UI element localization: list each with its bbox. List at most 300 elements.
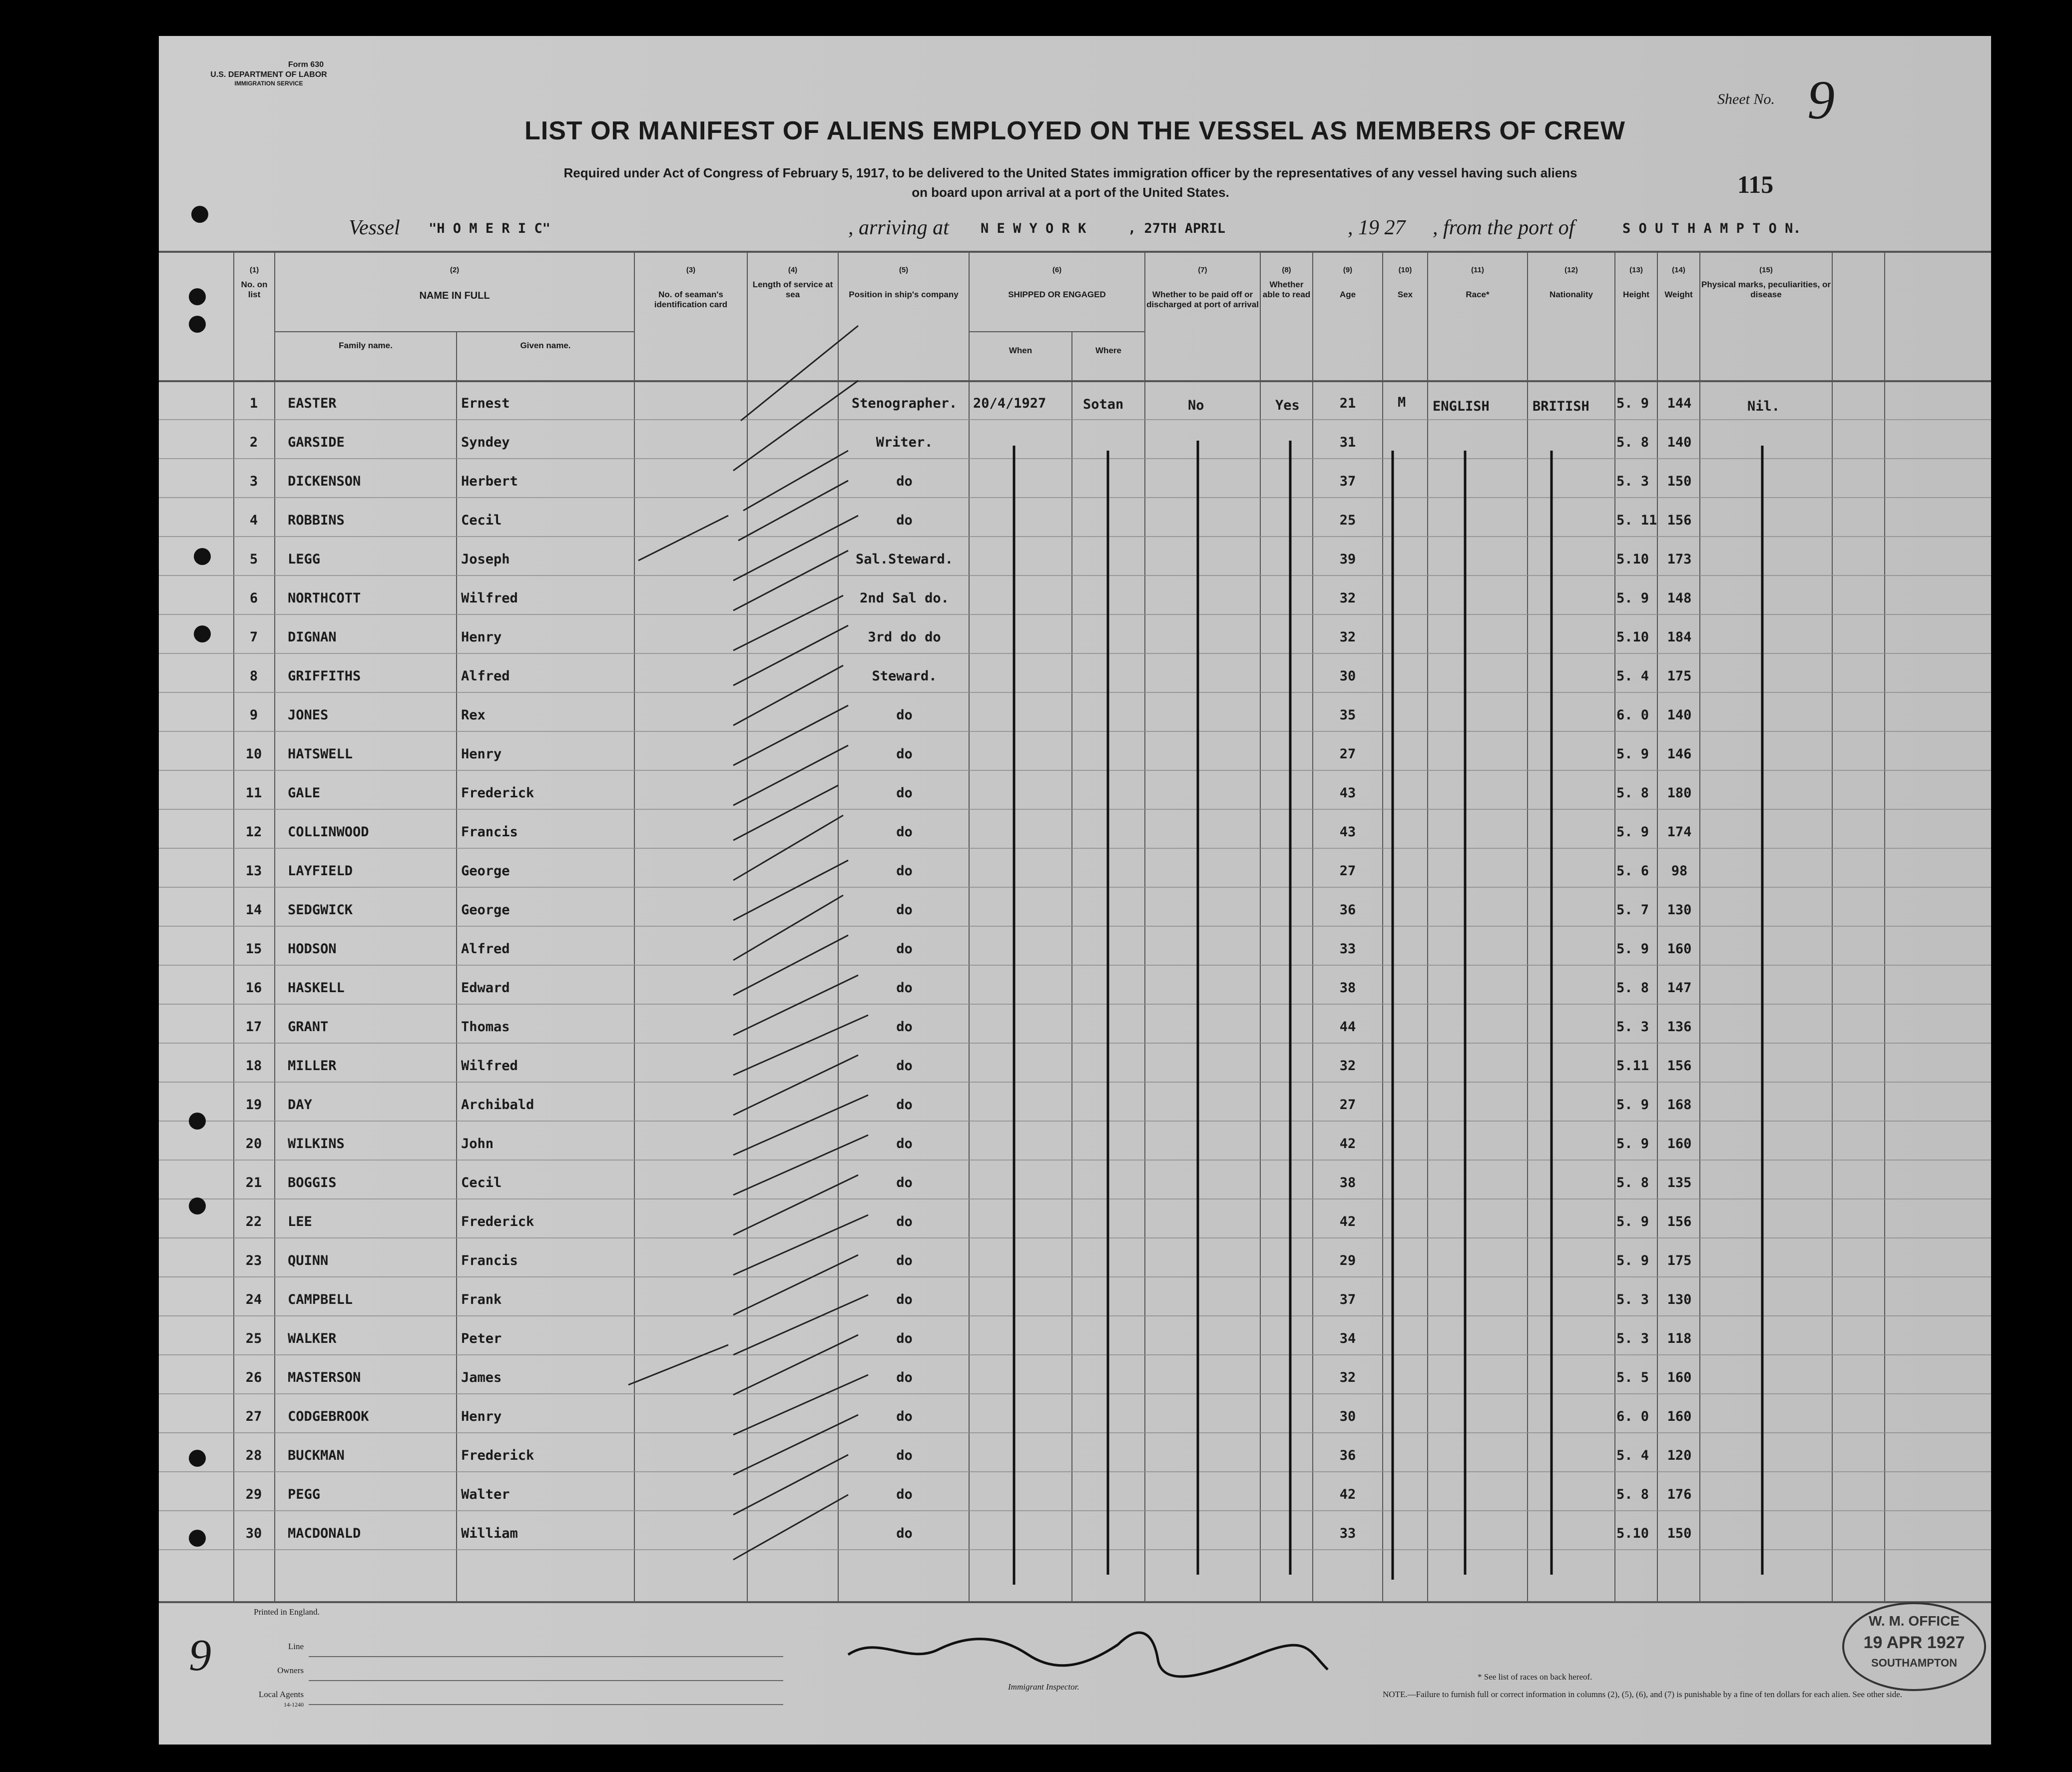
punch-hole bbox=[189, 1197, 206, 1214]
row-weight: 175 bbox=[1667, 668, 1692, 684]
row1-nationality: BRITISH bbox=[1533, 399, 1589, 414]
row-weight: 130 bbox=[1667, 902, 1692, 918]
row-no: 24 bbox=[245, 1292, 262, 1307]
row-weight: 130 bbox=[1667, 1292, 1692, 1307]
row-height: 5. 9 bbox=[1616, 746, 1649, 762]
row-family: GALE bbox=[288, 785, 321, 801]
row-given: William bbox=[461, 1526, 518, 1541]
table-row bbox=[159, 1044, 1991, 1083]
table-row bbox=[159, 888, 1991, 927]
table-row bbox=[159, 1239, 1991, 1278]
row-no: 3 bbox=[249, 474, 258, 489]
row-age: 42 bbox=[1339, 1136, 1356, 1152]
row-height: 5. 7 bbox=[1616, 902, 1649, 918]
row-age: 33 bbox=[1339, 1526, 1356, 1541]
row-position: Stenographer. bbox=[851, 396, 958, 411]
col13-header bbox=[1615, 266, 1657, 300]
row-weight: 175 bbox=[1667, 1253, 1692, 1268]
row-weight: 180 bbox=[1667, 785, 1692, 801]
row-weight: 146 bbox=[1667, 746, 1692, 762]
col10-num: (10) bbox=[1398, 266, 1412, 274]
col6-num: (6) bbox=[1052, 266, 1062, 274]
line-label: Line bbox=[288, 1642, 304, 1651]
row-given: Francis bbox=[461, 1253, 518, 1268]
col8-label: Whether able to read bbox=[1262, 280, 1311, 300]
row-given: Joseph bbox=[461, 552, 510, 567]
row-no: 21 bbox=[245, 1175, 262, 1190]
vessel-name: "H O M E R I C" bbox=[429, 221, 550, 236]
row-weight: 160 bbox=[1667, 941, 1692, 957]
arriving-label: , arriving at bbox=[848, 216, 949, 239]
row-given: Ernest bbox=[461, 396, 510, 411]
row-given: Henry bbox=[461, 629, 502, 645]
row-no: 16 bbox=[245, 980, 262, 996]
row-position: do bbox=[896, 1136, 913, 1152]
row-weight: 176 bbox=[1667, 1487, 1692, 1502]
row1-paid-off: No bbox=[1188, 398, 1204, 413]
row-family: CODGEBROOK bbox=[288, 1409, 369, 1424]
owners-label: Owners bbox=[277, 1666, 304, 1675]
row-position: do bbox=[896, 1214, 913, 1229]
col15-num: (15) bbox=[1759, 266, 1773, 274]
row-family: GARSIDE bbox=[288, 435, 345, 450]
row-height: 5. 3 bbox=[1616, 474, 1649, 489]
row-height: 5. 9 bbox=[1616, 941, 1649, 957]
col4-header bbox=[747, 266, 838, 300]
row-given: Archibald bbox=[461, 1097, 534, 1113]
row-no: 20 bbox=[245, 1136, 262, 1152]
table-row bbox=[159, 1434, 1991, 1473]
col6-when-header: When bbox=[1009, 346, 1033, 355]
punch-hole bbox=[189, 288, 206, 305]
col5-num: (5) bbox=[899, 266, 909, 274]
page-number: 115 bbox=[1737, 170, 1774, 198]
row-family: MILLER bbox=[288, 1058, 337, 1074]
agents-code: 14-1240 bbox=[284, 1701, 304, 1708]
row-no: 9 bbox=[249, 707, 258, 723]
row-no: 22 bbox=[245, 1214, 262, 1229]
row-position: do bbox=[896, 1292, 913, 1307]
row-position: do bbox=[896, 1253, 913, 1268]
table-row bbox=[159, 1005, 1991, 1044]
table-row bbox=[159, 1083, 1991, 1122]
row-family: CAMPBELL bbox=[288, 1292, 353, 1307]
sheet-label: Sheet No. bbox=[1717, 91, 1775, 107]
row-family: LEE bbox=[288, 1214, 312, 1229]
row-given: Francis bbox=[461, 824, 518, 840]
row-no: 17 bbox=[245, 1019, 262, 1035]
row-weight: 156 bbox=[1667, 513, 1692, 528]
col3-num: (3) bbox=[686, 266, 696, 274]
row-weight: 98 bbox=[1671, 863, 1688, 879]
table-row bbox=[159, 966, 1991, 1005]
row-position: 2nd Sal do. bbox=[860, 591, 949, 606]
table-row bbox=[159, 460, 1991, 499]
row-weight: 140 bbox=[1667, 707, 1692, 723]
row-given: Wilfred bbox=[461, 1058, 518, 1074]
row-height: 5. 6 bbox=[1616, 863, 1649, 879]
row-weight: 160 bbox=[1667, 1370, 1692, 1385]
row-family: HASKELL bbox=[288, 980, 345, 996]
row-given: Frederick bbox=[461, 1448, 534, 1463]
punch-hole bbox=[189, 1450, 206, 1467]
row-age: 37 bbox=[1339, 1292, 1356, 1307]
row-position: do bbox=[896, 1058, 913, 1074]
row-given: John bbox=[461, 1136, 494, 1152]
row-given: Peter bbox=[461, 1331, 502, 1346]
table-row bbox=[159, 810, 1991, 849]
row-height: 5. 8 bbox=[1616, 980, 1649, 996]
col12-num: (12) bbox=[1564, 266, 1578, 274]
sheet-number: 9 bbox=[1807, 69, 1835, 130]
row-age: 32 bbox=[1339, 1370, 1356, 1385]
row-position: do bbox=[896, 824, 913, 840]
stamp-line-3: SOUTHAMPTON bbox=[1871, 1657, 1957, 1669]
subtitle-line-2: on board upon arrival at a port of the United States. bbox=[912, 185, 1229, 200]
punch-hole bbox=[194, 625, 211, 642]
col7-header bbox=[1145, 266, 1260, 310]
subtitle-line-1: Required under Act of Congress of February 5, 1917, to be delivered to the United States immigration officer by the representatives of any vessel having such aliens bbox=[563, 165, 1577, 180]
row-given: Walter bbox=[461, 1487, 510, 1502]
penalty-note: NOTE.—Failure to furnish full or correct information in columns (2), (5), (6), and (7) is punishable by a fine of ten dollars for each alien. See other side. bbox=[1383, 1690, 1903, 1699]
row-height: 5. 4 bbox=[1616, 668, 1649, 684]
row-position: do bbox=[896, 1175, 913, 1190]
row-age: 35 bbox=[1339, 707, 1356, 723]
row-given: Syndey bbox=[461, 435, 510, 450]
arrival-date: , 27TH APRIL bbox=[1128, 221, 1226, 236]
row-position: do bbox=[896, 1448, 913, 1463]
row-weight: 156 bbox=[1667, 1058, 1692, 1074]
row-height: 5. 9 bbox=[1616, 1253, 1649, 1268]
row-no: 29 bbox=[245, 1487, 262, 1502]
row-no: 1 bbox=[249, 396, 258, 411]
row1-sex: M bbox=[1398, 395, 1406, 410]
row-family: DAY bbox=[288, 1097, 312, 1113]
row-position: do bbox=[896, 980, 913, 996]
owners-rule bbox=[309, 1680, 783, 1681]
row-family: DICKENSON bbox=[288, 474, 361, 489]
row-age: 43 bbox=[1339, 824, 1356, 840]
row-no: 5 bbox=[249, 552, 258, 567]
row-age: 21 bbox=[1339, 396, 1356, 411]
row-height: 5. 9 bbox=[1616, 1214, 1649, 1229]
table-row bbox=[159, 849, 1991, 888]
table-row bbox=[159, 1356, 1991, 1395]
row-position: Steward. bbox=[872, 668, 937, 684]
row-age: 32 bbox=[1339, 1058, 1356, 1074]
col8-num: (8) bbox=[1282, 266, 1291, 274]
table-row bbox=[159, 927, 1991, 966]
row-height: 5. 9 bbox=[1616, 591, 1649, 606]
row-weight: 160 bbox=[1667, 1136, 1692, 1152]
row-family: COLLINWOOD bbox=[288, 824, 369, 840]
row-family: HODSON bbox=[288, 941, 337, 957]
inspector-signature bbox=[848, 1633, 1328, 1677]
row-weight: 150 bbox=[1667, 474, 1692, 489]
footer-labels bbox=[204, 1635, 304, 1710]
row-age: 31 bbox=[1339, 435, 1356, 450]
row-no: 18 bbox=[245, 1058, 262, 1074]
row-weight: 135 bbox=[1667, 1175, 1692, 1190]
row-no: 12 bbox=[245, 824, 262, 840]
col2-family-header: Family name. bbox=[339, 341, 393, 350]
col5-label: Position in ship's company bbox=[849, 290, 959, 299]
col13-num: (13) bbox=[1629, 266, 1643, 274]
table-row bbox=[159, 577, 1991, 615]
row1-physical-marks: Nil. bbox=[1747, 399, 1780, 414]
row-no: 4 bbox=[249, 513, 258, 528]
col3-label: No. of seaman's identification card bbox=[654, 290, 728, 310]
table-row bbox=[159, 1395, 1991, 1434]
col4-label: Length of service at sea bbox=[752, 280, 833, 300]
row-no: 15 bbox=[245, 941, 262, 957]
row-height: 5. 3 bbox=[1616, 1019, 1649, 1035]
col14-label: Weight bbox=[1664, 290, 1693, 299]
punch-hole bbox=[194, 548, 211, 565]
row-family: LEGG bbox=[288, 552, 321, 567]
col2-given-header: Given name. bbox=[520, 341, 571, 350]
row-no: 27 bbox=[245, 1409, 262, 1424]
row-age: 27 bbox=[1339, 863, 1356, 879]
row-position: do bbox=[896, 902, 913, 918]
row-height: 5. 9 bbox=[1616, 396, 1649, 411]
table-row bbox=[159, 382, 1991, 421]
row-given: Alfred bbox=[461, 941, 510, 957]
row-height: 5.10 bbox=[1616, 1526, 1649, 1541]
row-family: NORTHCOTT bbox=[288, 591, 361, 606]
row-given: Frederick bbox=[461, 785, 534, 801]
row-height: 5. 3 bbox=[1616, 1292, 1649, 1307]
col2-label: NAME IN FULL bbox=[419, 290, 490, 301]
row-height: 5. 5 bbox=[1616, 1370, 1649, 1385]
row-given: James bbox=[461, 1370, 502, 1385]
row-family: DIGNAN bbox=[288, 629, 337, 645]
table-row bbox=[159, 538, 1991, 577]
row-given: Alfred bbox=[461, 668, 510, 684]
row-height: 5. 3 bbox=[1616, 1331, 1649, 1346]
row-age: 32 bbox=[1339, 629, 1356, 645]
stamp-line-1: W. M. OFFICE bbox=[1869, 1613, 1960, 1629]
row-no: 14 bbox=[245, 902, 262, 918]
row-family: EASTER bbox=[288, 396, 337, 411]
col2-num: (2) bbox=[450, 266, 460, 274]
row-height: 5.10 bbox=[1616, 552, 1649, 567]
row-family: BUCKMAN bbox=[288, 1448, 345, 1463]
row-age: 29 bbox=[1339, 1253, 1356, 1268]
row-height: 5. 4 bbox=[1616, 1448, 1649, 1463]
row-age: 42 bbox=[1339, 1487, 1356, 1502]
punch-hole bbox=[189, 1530, 206, 1547]
printed-in: Printed in England. bbox=[254, 1607, 320, 1617]
row-weight: 144 bbox=[1667, 396, 1692, 411]
line-rule bbox=[309, 1656, 783, 1657]
row-position: do bbox=[896, 863, 913, 879]
inspector-label: Immigrant Inspector. bbox=[1008, 1682, 1079, 1692]
row-height: 6. 0 bbox=[1616, 1409, 1649, 1424]
col2-header bbox=[275, 266, 634, 302]
row-height: 5.10 bbox=[1616, 629, 1649, 645]
footer-handwritten-number: 9 bbox=[189, 1631, 211, 1680]
stamp-line-2: 19 APR 1927 bbox=[1863, 1633, 1965, 1652]
row-weight: 140 bbox=[1667, 435, 1692, 450]
row-no: 7 bbox=[249, 629, 258, 645]
form-number: Form 630 bbox=[288, 60, 324, 69]
from-label: , from the port of bbox=[1433, 216, 1575, 239]
punch-hole bbox=[189, 1113, 206, 1130]
row-family: GRIFFITHS bbox=[288, 668, 361, 684]
agents-rule bbox=[309, 1704, 783, 1705]
col8-header bbox=[1260, 266, 1313, 300]
row-no: 23 bbox=[245, 1253, 262, 1268]
row-given: Frank bbox=[461, 1292, 502, 1307]
row-age: 34 bbox=[1339, 1331, 1356, 1346]
races-note: * See list of races on back hereof. bbox=[1478, 1672, 1592, 1682]
row-no: 2 bbox=[249, 435, 258, 450]
row-given: Rex bbox=[461, 707, 486, 723]
row-height: 5. 9 bbox=[1616, 1136, 1649, 1152]
table-row bbox=[159, 1473, 1991, 1512]
row-no: 19 bbox=[245, 1097, 262, 1113]
row-position: Sal.Steward. bbox=[855, 552, 954, 567]
row-position: do bbox=[896, 1487, 913, 1502]
row-given: Cecil bbox=[461, 1175, 502, 1190]
row-given: Henry bbox=[461, 746, 502, 762]
row-position: do bbox=[896, 746, 913, 762]
punch-hole bbox=[191, 206, 208, 223]
row-family: HATSWELL bbox=[288, 746, 353, 762]
col14-num: (14) bbox=[1672, 266, 1685, 274]
row-family: PEGG bbox=[288, 1487, 321, 1502]
local-agents-label: Local Agents bbox=[258, 1690, 304, 1699]
punch-hole bbox=[189, 316, 206, 333]
table-row bbox=[159, 1161, 1991, 1200]
manifest-sheet bbox=[159, 36, 1991, 1745]
col10-label: Sex bbox=[1397, 290, 1413, 299]
row-weight: 174 bbox=[1667, 824, 1692, 840]
row-family: MACDONALD bbox=[288, 1526, 361, 1541]
col5-header bbox=[838, 266, 969, 300]
col1-label: No. on list bbox=[241, 280, 268, 300]
table-row bbox=[159, 732, 1991, 771]
row-age: 30 bbox=[1339, 1409, 1356, 1424]
row-weight: 173 bbox=[1667, 552, 1692, 567]
row-family: JONES bbox=[288, 707, 329, 723]
row-height: 5. 8 bbox=[1616, 1175, 1649, 1190]
row-position: do bbox=[896, 1097, 913, 1113]
col6-header bbox=[969, 266, 1145, 300]
table-row bbox=[159, 499, 1991, 538]
row-age: 39 bbox=[1339, 552, 1356, 567]
table-row bbox=[159, 1512, 1991, 1551]
table-row bbox=[159, 615, 1991, 654]
col14-header bbox=[1657, 266, 1700, 300]
row-given: Wilfred bbox=[461, 591, 518, 606]
col4-num: (4) bbox=[788, 266, 798, 274]
row-weight: 148 bbox=[1667, 591, 1692, 606]
table-row bbox=[159, 771, 1991, 810]
col9-header bbox=[1313, 266, 1383, 300]
row-age: 42 bbox=[1339, 1214, 1356, 1229]
row-family: QUINN bbox=[288, 1253, 329, 1268]
row-position: do bbox=[896, 785, 913, 801]
row-height: 5. 9 bbox=[1616, 1097, 1649, 1113]
department: U.S. DEPARTMENT OF LABOR bbox=[210, 70, 327, 79]
row-family: BOGGIS bbox=[288, 1175, 337, 1190]
row-age: 27 bbox=[1339, 746, 1356, 762]
table-row bbox=[159, 1317, 1991, 1356]
row-weight: 118 bbox=[1667, 1331, 1692, 1346]
row-weight: 156 bbox=[1667, 1214, 1692, 1229]
row-position: do bbox=[896, 1370, 913, 1385]
row-position: do bbox=[896, 1331, 913, 1346]
col1-num: (1) bbox=[249, 266, 259, 274]
col7-num: (7) bbox=[1198, 266, 1207, 274]
table-row bbox=[159, 1200, 1991, 1239]
row1-when: 20/4/1927 bbox=[973, 396, 1046, 411]
row-position: 3rd do do bbox=[868, 629, 941, 645]
row-weight: 136 bbox=[1667, 1019, 1692, 1035]
row-given: Henry bbox=[461, 1409, 502, 1424]
row-age: 30 bbox=[1339, 668, 1356, 684]
col12-label: Nationality bbox=[1550, 290, 1593, 299]
col15-label: Physical marks, peculiarities, or disease bbox=[1701, 280, 1831, 300]
row1-where: Sotan bbox=[1083, 397, 1124, 412]
table-row bbox=[159, 654, 1991, 693]
vessel-label: Vessel bbox=[349, 216, 400, 239]
row-position: do bbox=[896, 513, 913, 528]
row-no: 10 bbox=[245, 746, 262, 762]
col11-num: (11) bbox=[1471, 266, 1484, 274]
row-family: MASTERSON bbox=[288, 1370, 361, 1385]
row-given: George bbox=[461, 863, 510, 879]
row-age: 25 bbox=[1339, 513, 1356, 528]
row-height: 5. 8 bbox=[1616, 435, 1649, 450]
row1-able-to-read: Yes bbox=[1275, 398, 1300, 413]
col7-label: Whether to be paid off or discharged at port of arrival bbox=[1146, 290, 1259, 310]
row-given: Herbert bbox=[461, 474, 518, 489]
row-weight: 147 bbox=[1667, 980, 1692, 996]
row-position: do bbox=[896, 1409, 913, 1424]
arrival-year: , 19 27 bbox=[1348, 216, 1406, 239]
row-no: 13 bbox=[245, 863, 262, 879]
row-family: SEDGWICK bbox=[288, 902, 353, 918]
row-given: Thomas bbox=[461, 1019, 510, 1035]
table-row bbox=[159, 1122, 1991, 1161]
col13-label: Height bbox=[1623, 290, 1649, 299]
arrival-port: N E W Y O R K bbox=[981, 221, 1086, 236]
row-height: 5.11 bbox=[1616, 1058, 1649, 1074]
row-weight: 184 bbox=[1667, 629, 1692, 645]
row-no: 6 bbox=[249, 591, 258, 606]
col11-label: Race* bbox=[1466, 290, 1490, 299]
row-position: do bbox=[896, 1019, 913, 1035]
row-height: 5. 11 bbox=[1616, 513, 1657, 528]
row-age: 32 bbox=[1339, 591, 1356, 606]
departure-port: S O U T H A M P T O N. bbox=[1622, 221, 1801, 236]
row-position: do bbox=[896, 474, 913, 489]
row-position: do bbox=[896, 1526, 913, 1541]
row-weight: 120 bbox=[1667, 1448, 1692, 1463]
col6-where-header: Where bbox=[1095, 346, 1121, 355]
col15-header bbox=[1700, 266, 1832, 300]
table-row bbox=[159, 1278, 1991, 1317]
row-age: 44 bbox=[1339, 1019, 1356, 1035]
row-position: do bbox=[896, 707, 913, 723]
row-weight: 150 bbox=[1667, 1526, 1692, 1541]
row-family: ROBBINS bbox=[288, 513, 345, 528]
row-age: 27 bbox=[1339, 1097, 1356, 1113]
row-family: WALKER bbox=[288, 1331, 337, 1346]
